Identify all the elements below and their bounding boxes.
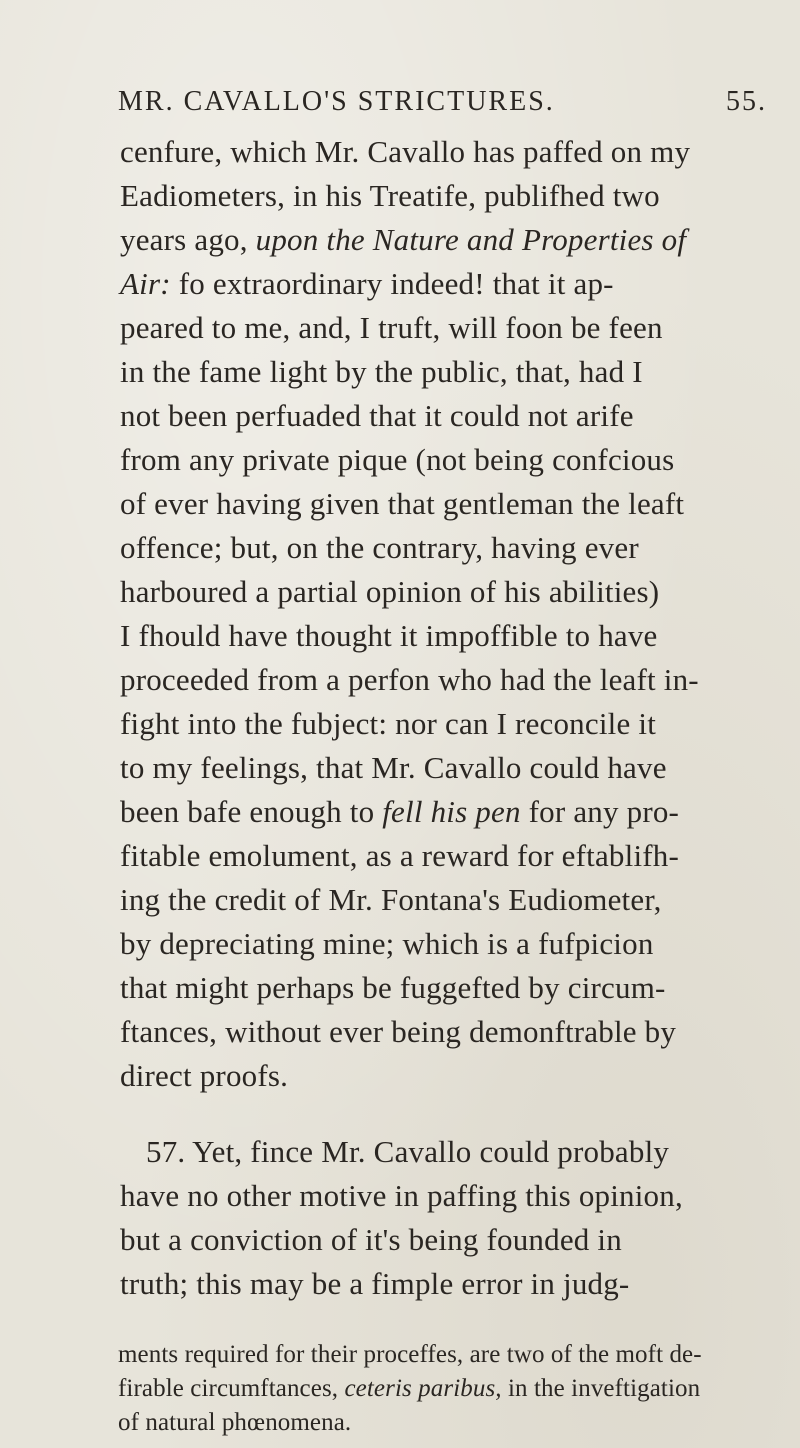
text-line: fight into the fubject: nor can I reconcile it <box>120 706 657 741</box>
text-line: but a conviction of it's being founded in <box>120 1222 622 1257</box>
text-line: truth; this may be a fimple error in judg- <box>120 1266 630 1301</box>
text-line: Air: fo extraordinary indeed! that it ap- <box>120 266 614 301</box>
text-line: ing the credit of Mr. Fontana's Eudiometer, <box>120 882 662 917</box>
text-line: cenfure, which Mr. Cavallo has paffed on my <box>120 134 691 169</box>
text-line: to my feelings, that Mr. Cavallo could have <box>120 750 667 785</box>
text-line: proceeded from a perfon who had the leaft in- <box>120 662 699 697</box>
running-head <box>118 86 767 118</box>
text-line: peared to me, and, I truft, will foon be feen <box>120 310 663 345</box>
text-line: have no other motive in paffing this opinion, <box>120 1178 683 1213</box>
text-line: 57. Yet, fince Mr. Cavallo could probably <box>146 1134 670 1169</box>
text-line: that might perhaps be fuggefted by circum- <box>120 970 666 1005</box>
text-line: Eadiometers, in his Treatife, publifhed two <box>120 178 660 213</box>
footnote-line: firable circumftances, ceteris paribus, in the inveftigation <box>118 1375 701 1402</box>
footnote-line: ments required for their proceffes, are two of the moft de- <box>118 1341 702 1368</box>
text-line: of ever having given that gentleman the leaft <box>120 486 685 521</box>
text-line: from any private pique (not being confcious <box>120 442 675 477</box>
text-line: direct proofs. <box>120 1058 289 1093</box>
text-line: harboured a partial opinion of his abilities) <box>120 574 660 609</box>
text-line: fitable emolument, as a reward for eftablifh- <box>120 838 680 873</box>
text-line: ftances, without ever being demonftrable by <box>120 1014 677 1049</box>
running-head-title: MR. CAVALLO'S STRICTURES. <box>118 86 555 117</box>
text-line: offence; but, on the contrary, having ever <box>120 530 639 565</box>
text-line: by depreciating mine; which is a fufpicion <box>120 926 654 961</box>
page-number: 55. <box>726 86 767 117</box>
text-line: years ago, upon the Nature and Properties of <box>120 222 687 257</box>
text-line: not been perfuaded that it could not arife <box>120 398 634 433</box>
footnote-line: of natural phœnomena. <box>118 1409 352 1436</box>
text-line: I fhould have thought it impoffible to have <box>120 618 658 653</box>
text-line: been bafe enough to fell his pen for any pro- <box>120 794 680 829</box>
text-line: in the fame light by the public, that, had I <box>120 354 643 389</box>
